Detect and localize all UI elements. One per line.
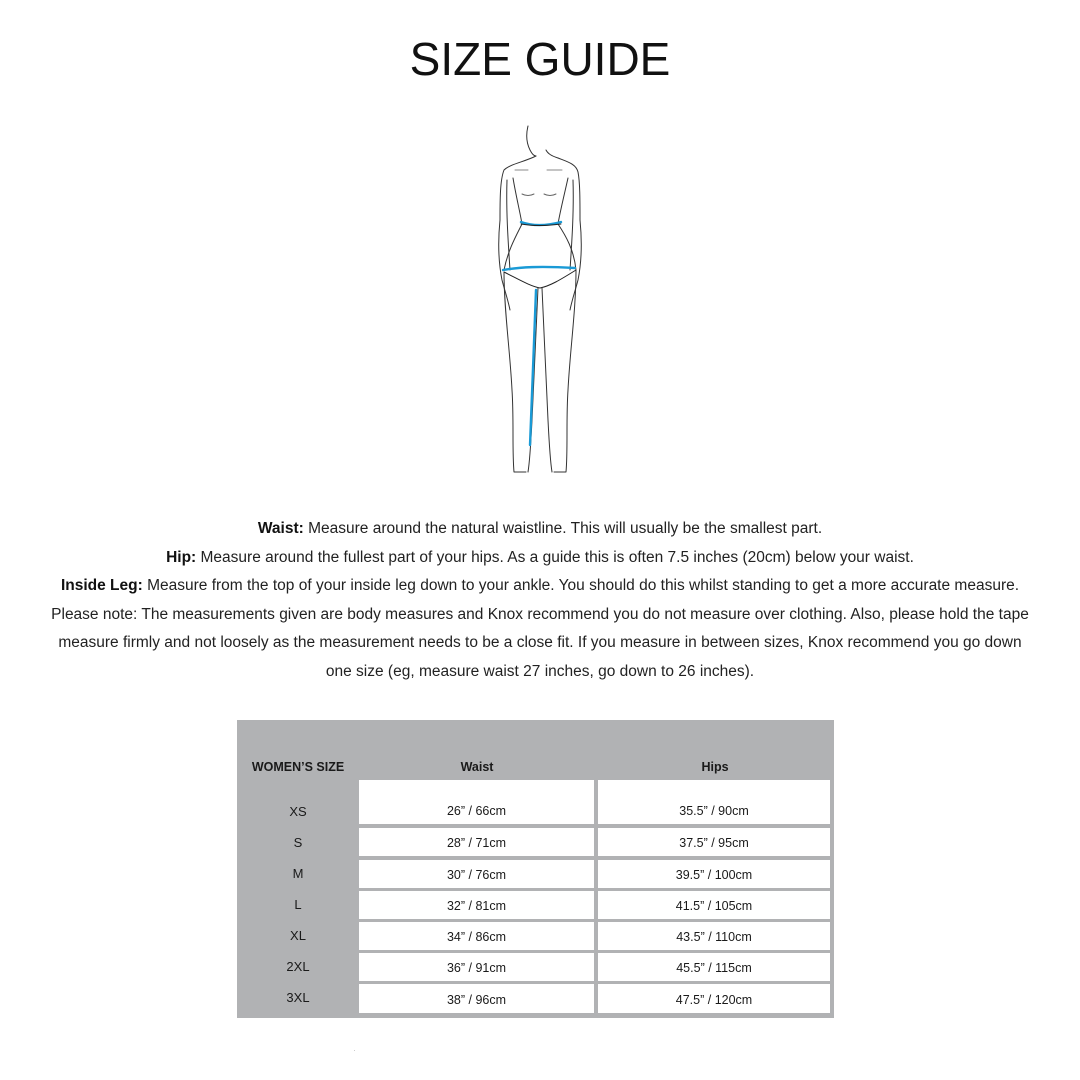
waist-cell: 30” / 76cm bbox=[359, 860, 594, 888]
size-label: 2XL bbox=[286, 959, 310, 974]
size-label: XL bbox=[290, 928, 306, 943]
stray-pixel bbox=[354, 1050, 355, 1051]
size-label: XS bbox=[289, 804, 307, 819]
instruction-waist: Waist: Measure around the natural waistline. This will usually be the smallest part. bbox=[257, 520, 823, 537]
instruction-inside-leg: Inside Leg: Measure from the top of your inside leg down to your ankle. You should do this whilst standing to get a more accurate measure. bbox=[60, 577, 1020, 594]
hips-cell: 47.5” / 120cm bbox=[598, 984, 830, 1013]
waist-cell: 28” / 71cm bbox=[359, 828, 594, 856]
header-hips: Hips bbox=[701, 760, 729, 774]
waist-cell: 26” / 66cm bbox=[359, 780, 594, 824]
hips-cell: 45.5” / 115cm bbox=[598, 953, 830, 981]
size-table bbox=[237, 720, 834, 1018]
waist-cell: 34” / 86cm bbox=[359, 922, 594, 950]
hips-cell: 37.5” / 95cm bbox=[598, 828, 830, 856]
waist-cell: 32” / 81cm bbox=[359, 891, 594, 919]
hips-cell: 39.5” / 100cm bbox=[598, 860, 830, 888]
measurement-instructions bbox=[30, 515, 1050, 686]
body-measurement-figure-icon bbox=[480, 120, 600, 480]
size-label: 3XL bbox=[286, 990, 310, 1005]
size-label: S bbox=[293, 835, 303, 850]
note-line: one size (eg, measure waist 27 inches, go down to 26 inches). bbox=[325, 662, 755, 680]
size-label: M bbox=[292, 866, 304, 881]
size-label: L bbox=[294, 897, 302, 912]
waist-cell: 38” / 96cm bbox=[359, 984, 594, 1013]
hips-cell: 41.5” / 105cm bbox=[598, 891, 830, 919]
note-line: Please note: The measurements given are body measures and Knox recommend you do not measure over clothing. Also, please hold the tape bbox=[51, 605, 1029, 623]
waist-cell: 36” / 91cm bbox=[359, 953, 594, 981]
hips-cell: 35.5” / 90cm bbox=[598, 780, 830, 824]
header-womens-size: WOMEN’S SIZE bbox=[251, 760, 345, 774]
page-title: SIZE GUIDE bbox=[409, 33, 671, 85]
header-waist: Waist bbox=[460, 760, 494, 774]
hips-cell: 43.5” / 110cm bbox=[598, 922, 830, 950]
instruction-hip: Hip: Measure around the fullest part of your hips. As a guide this is often 7.5 inches (20cm) below your waist. bbox=[166, 548, 914, 566]
note-line: measure firmly and not loosely as the measurement needs to be a close fit. If you measure in between sizes, Knox recommend you go down bbox=[58, 634, 1022, 651]
